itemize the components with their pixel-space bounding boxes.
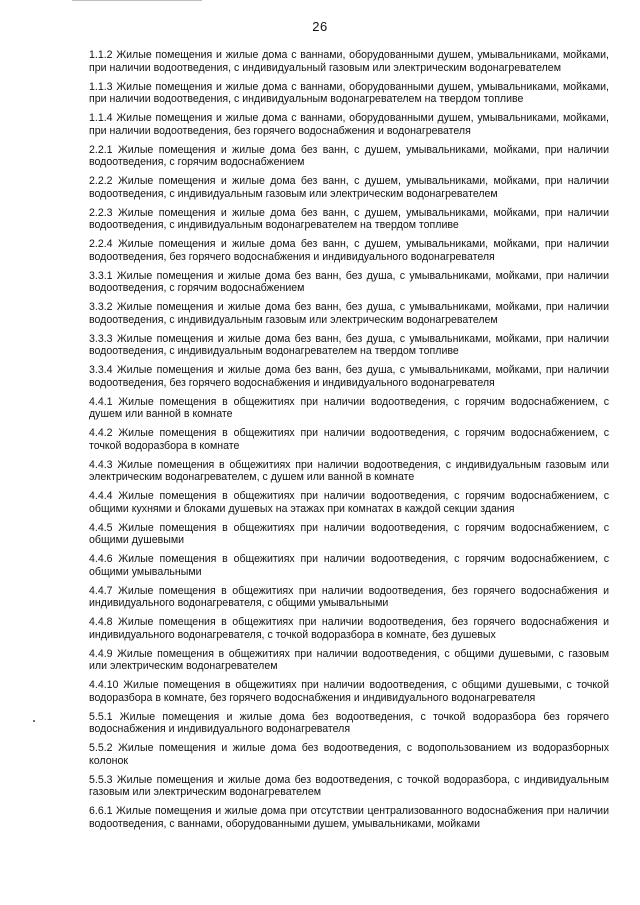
entry-4-4-4: 4.4.4 Жилые помещения в общежитиях при наличии водоотведения, с горячим водоснабжением, с общими кухнями и блоками душевых на этажах при комнатах в каждой секции здания — [89, 490, 609, 515]
entry-2-2-2: 2.2.2 Жилые помещения и жилые дома без ванн, с душем, умывальниками, мойками, при наличии водоотведения, с индивидуальным газовым или электрическим водонагревателем — [89, 175, 609, 200]
entry-1-1-3: 1.1.3 Жилые помещения и жилые дома с ваннами, оборудованными душем, умывальниками, мойками, при наличии водоотведения, с индивидуальным водонагревателем на твердом топливе — [89, 80, 609, 105]
scan-edge-mark — [72, 0, 202, 1]
entry-3-3-1: 3.3.1 Жилые помещения и жилые дома без ванн, без душа, с умывальниками, мойками, при наличии водоотведения, с горячим водоснабжением — [89, 269, 609, 294]
entry-3-3-4: 3.3.4 Жилые помещения и жилые дома без ванн, без душа, с умывальниками, мойками, при наличии водоотведения, без горячего водоснабжения и индивидуального водонагревателя — [89, 364, 609, 389]
entry-2-2-4: 2.2.4 Жилые помещения и жилые дома без ванн, с душем, умывальниками, мойками, при наличии водоотведения, без горячего водоснабжения и индивидуального водонагревателя — [89, 238, 609, 263]
entry-4-4-9: 4.4.9 Жилые помещения в общежитиях при наличии водоотведения, с общими душевыми, с газовым или электрическим водонагревателем — [89, 647, 609, 672]
page-number: 26 — [312, 19, 328, 34]
entry-3-3-3: 3.3.3 Жилые помещения и жилые дома без ванн, без душа, с умывальниками, мойками, при наличии водоотведения, с индивидуальным водонагревателем на твердом топливе — [89, 332, 609, 357]
entry-4-4-5: 4.4.5 Жилые помещения в общежитиях при наличии водоотведения, с горячим водоснабжением, с общими душевыми — [89, 521, 609, 546]
entry-4-4-1: 4.4.1 Жилые помещения в общежитиях при наличии водоотведения, с горячим водоснабжением, с душем или ванной в комнате — [89, 395, 609, 420]
entry-4-4-2: 4.4.2 Жилые помещения в общежитиях при наличии водоотведения, с горячим водоснабжением, с точкой водоразбора в комнате — [89, 427, 609, 452]
entry-2-2-1: 2.2.1 Жилые помещения и жилые дома без ванн, с душем, умывальниками, мойками, при наличии водоотведения, с горячим водоснабжением — [89, 143, 609, 168]
entry-4-4-3: 4.4.3 Жилые помещения в общежитиях при наличии водоотведения, с индивидуальным газовым или электрическим водонагревателем, с душем или ванной в комнате — [89, 458, 609, 483]
entry-5-5-3: 5.5.3 Жилые помещения и жилые дома без водоотведения, с точкой водоразбора, с индивидуальным газовым или электрическим водонагревателем — [89, 773, 609, 798]
scan-speck — [33, 720, 35, 722]
entry-2-2-3: 2.2.3 Жилые помещения и жилые дома без ванн, с душем, умывальниками, мойками, при наличии водоотведения, с индивидуальным водонагревателем на твердом топливе — [89, 206, 609, 231]
entry-4-4-7: 4.4.7 Жилые помещения в общежитиях при наличии водоотведения, без горячего водоснабжения и индивидуального водонагревателя, с общими умывальными — [89, 584, 609, 609]
entry-4-4-10: 4.4.10 Жилые помещения в общежитиях при наличии водоотведения, с общими душевыми, с точкой водоразбора в комнате, без горячего водоснабжения и индивидуального водонагревателя — [89, 679, 609, 704]
entry-6-6-1: 6.6.1 Жилые помещения и жилые дома при отсутствии централизованного водоснабжения при наличии водоотведения, с ваннами, оборудованными душем, умывальниками, мойками — [89, 805, 609, 830]
entry-3-3-2: 3.3.2 Жилые помещения и жилые дома без ванн, без душа, с умывальниками, мойками, при наличии водоотведения, с индивидуальным газовым или электрическим водонагревателем — [89, 301, 609, 326]
entry-1-1-4: 1.1.4 Жилые помещения и жилые дома с ваннами, оборудованными душем, умывальниками, мойками, при наличии водоотведения, без горячего водоснабжения и водонагревателя — [89, 112, 609, 137]
entry-1-1-2: 1.1.2 Жилые помещения и жилые дома с ваннами, оборудованными душем, умывальниками, мойками, при наличии водоотведения, с индивидуальный газовым или электрическим водонагревателем — [89, 49, 609, 74]
entry-5-5-1: 5.5.1 Жилые помещения и жилые дома без водоотведения, с точкой водоразбора без горячего водоснабжения и индивидуального водонагревателя — [89, 710, 609, 735]
entry-4-4-6: 4.4.6 Жилые помещения в общежитиях при наличии водоотведения, с горячим водоснабжением, с общими умывальными — [89, 553, 609, 578]
entries-list — [89, 49, 609, 837]
entry-4-4-8: 4.4.8 Жилые помещения в общежитиях при наличии водоотведения, без горячего водоснабжения и индивидуального водонагревателя, с точкой водоразбора в комнате, без душевых — [89, 616, 609, 641]
entry-5-5-2: 5.5.2 Жилые помещения и жилые дома без водоотведения, с водопользованием из водоразборных колонок — [89, 742, 609, 767]
